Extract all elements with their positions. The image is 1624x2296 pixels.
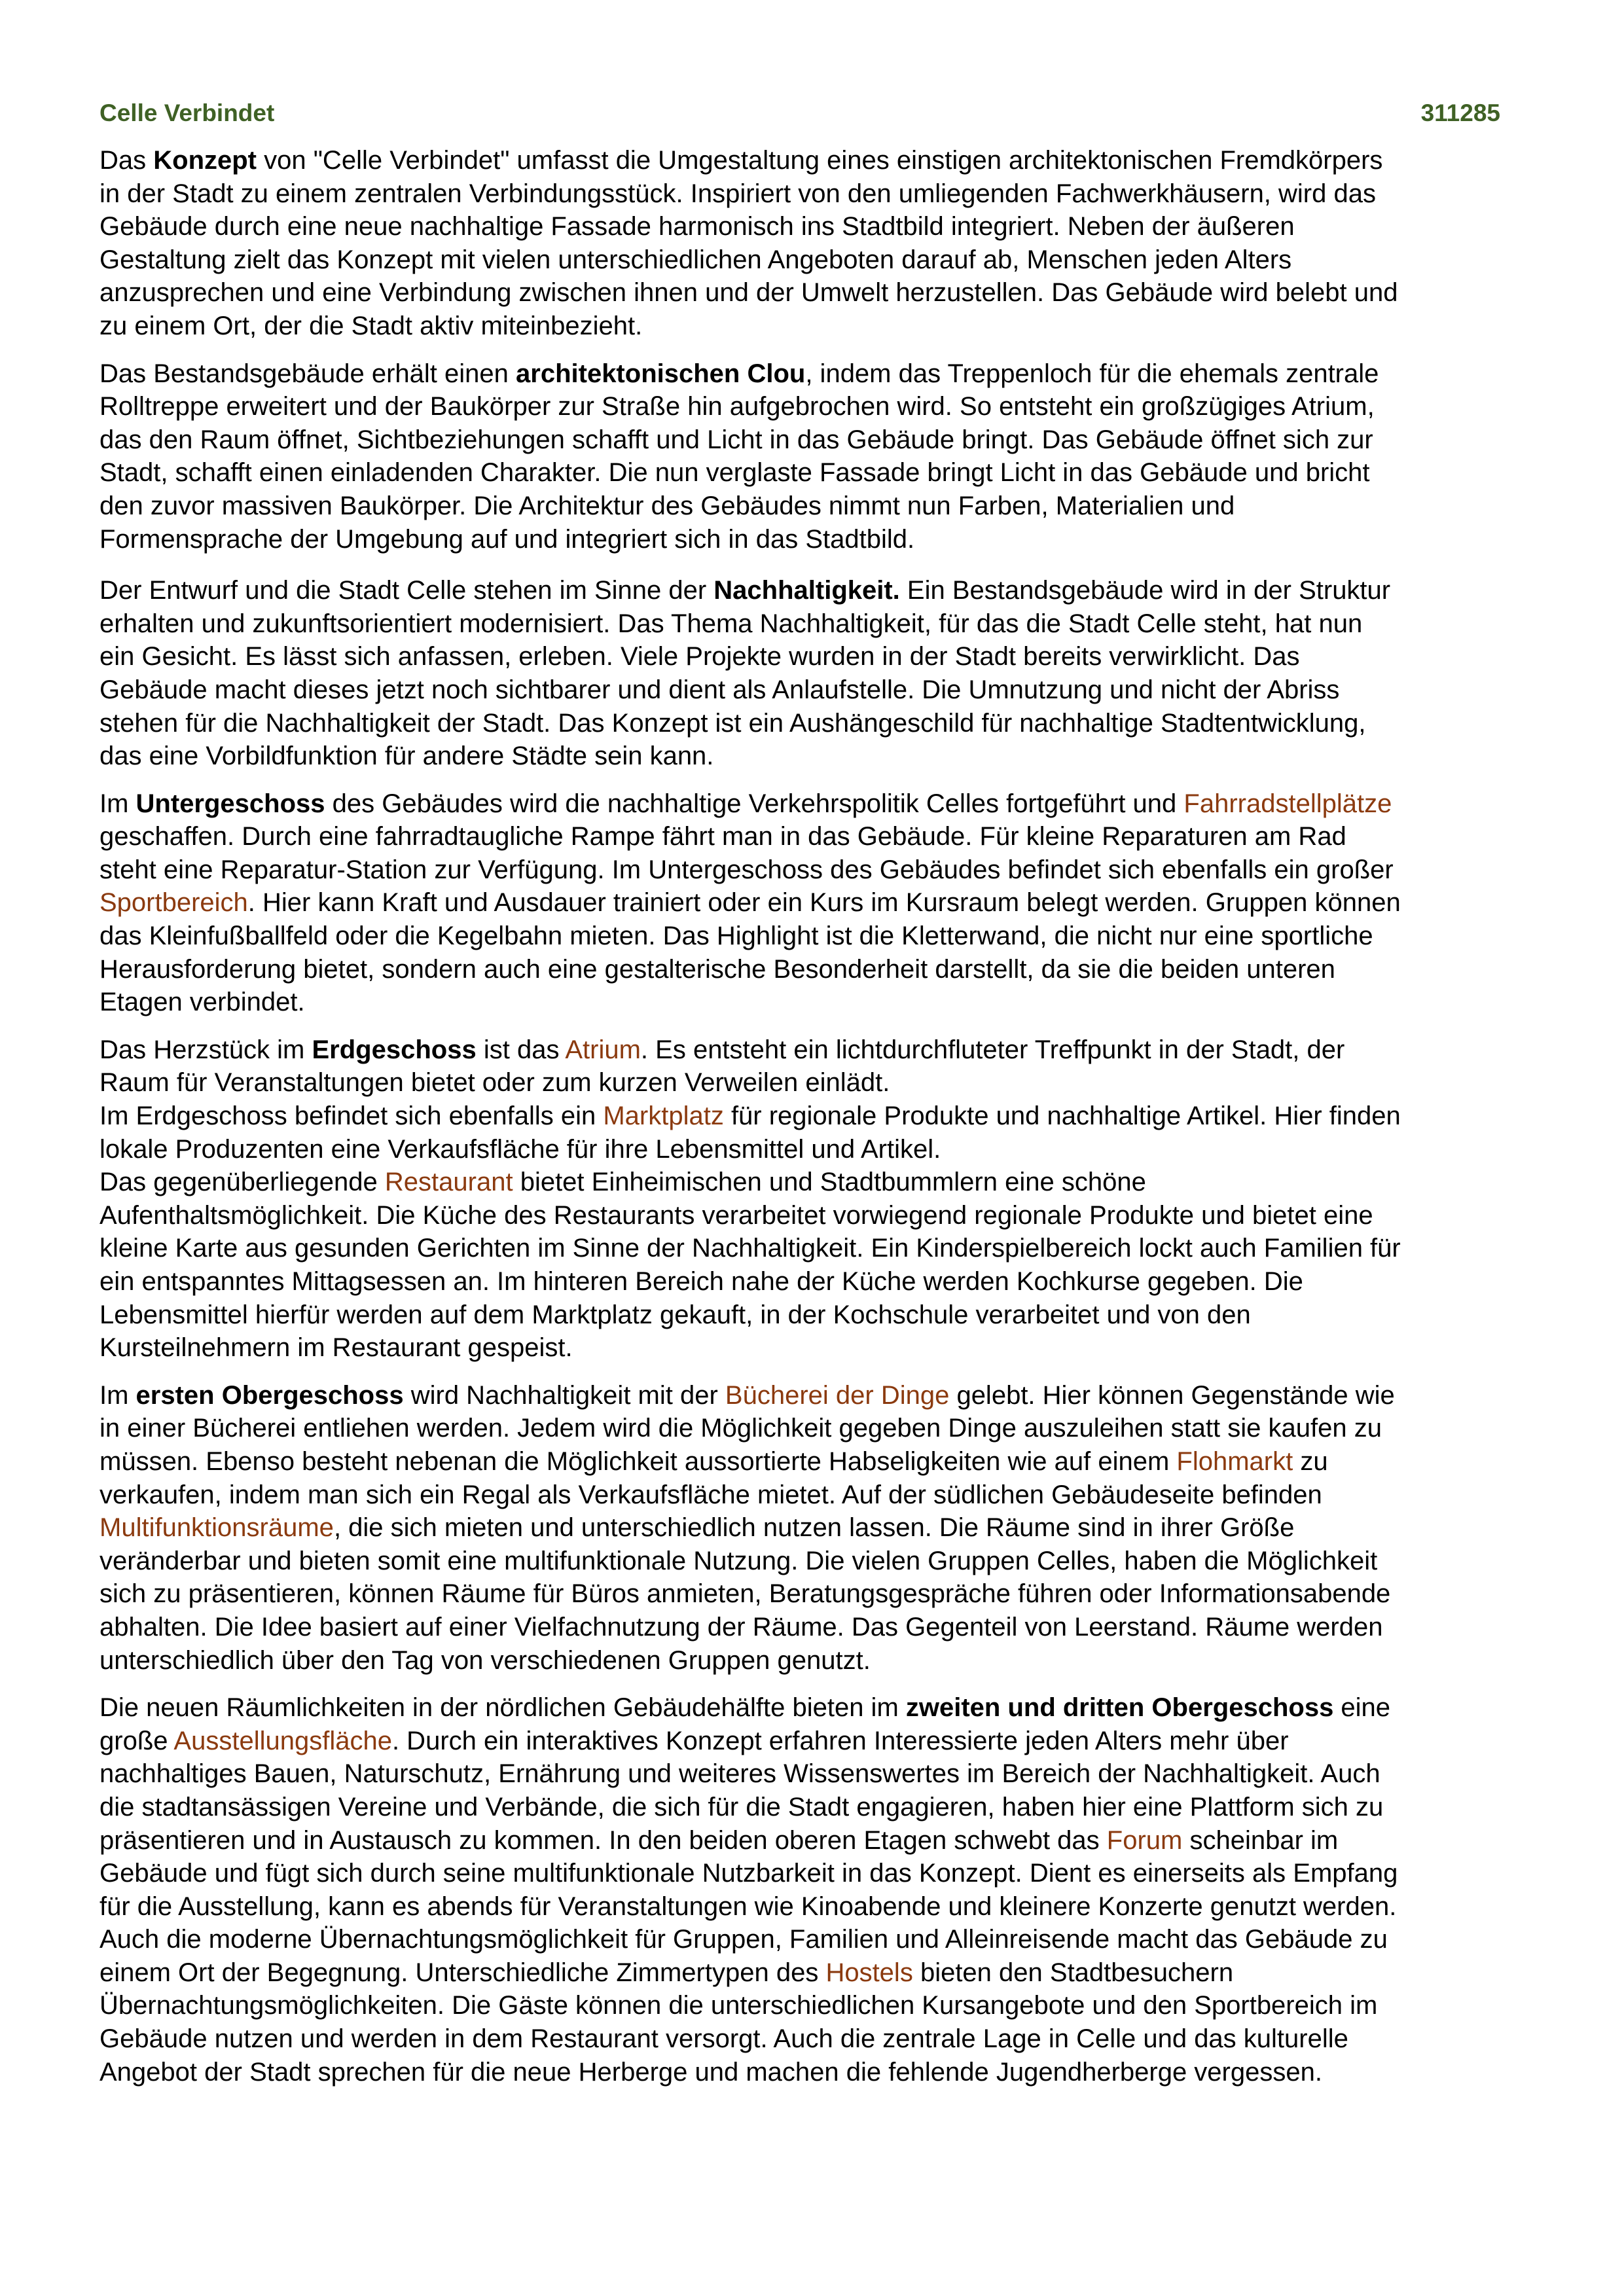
text-segment: Raum für Veranstaltungen bietet oder zum kurzen Verweilen einlädt.: [99, 1068, 890, 1098]
text-segment: verkaufen, indem man sich ein Regal als Verkaufsfläche mietet. Auf der südlichen Gebäudeseite befinden: [99, 1480, 1322, 1509]
text-line: [99, 1066, 1533, 1100]
text-line: [99, 1479, 1533, 1512]
text-segment: bieten den Stadtbesuchern: [912, 1958, 1234, 1987]
text-segment: Kursteilnehmern im Restaurant gespeist.: [99, 1333, 573, 1363]
text-segment: gelebt. Hier können Gegenstände wie: [949, 1380, 1395, 1410]
text-line: [99, 1232, 1533, 1265]
text-line: [99, 953, 1533, 986]
text-segment: für die Ausstellung, kann es abends für Veranstaltungen wie Kinoabende und kleinere Konzerte genutzt werden.: [99, 1892, 1397, 1921]
text-line: [99, 707, 1533, 740]
text-segment: Gestaltung zielt das Konzept mit vielen unterschiedlichen Angeboten darauf ab, Menschen jeden Alters: [99, 245, 1292, 274]
highlighted-term: Restaurant: [384, 1168, 513, 1197]
text-segment: Gebäude macht dieses jetzt noch sichtbarer und dient als Anlaufstelle. Die Umnutzung und nicht der Abriss: [99, 675, 1340, 704]
text-line: [99, 1611, 1533, 1644]
paragraph: [99, 1691, 1533, 2089]
text-segment: Das gegenüberliegende: [99, 1168, 385, 1197]
text-segment: Stadt, schafft einen einladenden Charakter. Die nun verglaste Fassade bringt Licht in das Gebäude und bricht: [99, 458, 1370, 488]
text-segment: das eine Vorbildfunktion für andere Städte sein kann.: [99, 742, 714, 771]
highlighted-term: Fahrradstellplätze: [1183, 789, 1392, 818]
text-line: [99, 144, 1533, 177]
text-segment: sich zu präsentieren, können Räume für Büros anmieten, Beratungsgespräche führen oder Informationsabende: [99, 1579, 1391, 1609]
text-line: [99, 886, 1533, 920]
text-line: [99, 1100, 1533, 1133]
text-line: [99, 357, 1533, 391]
bold-keyword: Erdgeschoss: [312, 1035, 477, 1064]
text-line: [99, 740, 1533, 773]
text-line: [99, 1445, 1533, 1479]
text-line: [99, 1956, 1533, 1990]
text-line: [99, 1545, 1533, 1578]
text-segment: lokale Produzenten eine Verkaufsfläche für ihre Lebensmittel und Artikel.: [99, 1134, 941, 1164]
text-line: [99, 423, 1533, 457]
text-line: [99, 1199, 1533, 1232]
text-segment: Das Bestandsgebäude erhält einen: [99, 359, 516, 388]
text-segment: Im Erdgeschoss befindet sich ebenfalls ein: [99, 1102, 604, 1131]
text-line: [99, 243, 1533, 277]
text-segment: Das Herzstück im: [99, 1035, 312, 1064]
text-segment: , indem das Treppenloch für die ehemals zentrale: [805, 359, 1379, 388]
bold-keyword: architektonischen Clou: [516, 359, 806, 388]
document-header: [99, 97, 1533, 130]
text-line: [99, 2022, 1533, 2056]
text-segment: erhalten und zukunftsorientiert modernisiert. Das Thema Nachhaltigkeit, für das die Stadt Celle steht, hat nun: [99, 609, 1363, 638]
text-line: [99, 1577, 1533, 1611]
text-line: [99, 1857, 1533, 1890]
text-segment: wird Nachhaltigkeit mit der: [403, 1380, 725, 1410]
document-number: 311285: [1420, 99, 1500, 126]
text-line: [99, 1923, 1533, 1956]
text-line: [99, 1379, 1533, 1412]
bold-keyword: ersten Obergeschoss: [135, 1380, 404, 1410]
text-line: [99, 1133, 1533, 1166]
text-segment: Gebäude durch eine neue nachhaltige Fassade harmonisch ins Stadtbild integriert. Neben der äußeren: [99, 212, 1295, 242]
text-line: [99, 986, 1533, 1019]
text-segment: ein Gesicht. Es lässt sich anfassen, erleben. Viele Projekte wurden in der Stadt bereits verwirklicht. Das: [99, 642, 1300, 672]
text-segment: stehen für die Nachhaltigkeit der Stadt. Das Konzept ist ein Aushängeschild für nachhaltige Stadtentwicklung,: [99, 708, 1366, 738]
text-line: [99, 210, 1533, 243]
text-line: [99, 456, 1533, 490]
highlighted-term: Flohmarkt: [1176, 1446, 1293, 1476]
text-segment: Übernachtungsmöglichkeiten. Die Gäste können die unterschiedlichen Kursangebote und den Sportbereich im: [99, 1991, 1378, 2020]
text-segment: Die neuen Räumlichkeiten in der nördlichen Gebäudehälfte bieten im: [99, 1693, 906, 1723]
text-segment: Ein Bestandsgebäude wird in der Struktur: [899, 576, 1391, 605]
text-line: [99, 1791, 1533, 1824]
text-segment: Lebensmittel hierfür werden auf dem Marktplatz gekauft, in der Kochschule verarbeitet und von den: [99, 1300, 1251, 1329]
text-line: [99, 787, 1533, 821]
text-segment: von "Celle Verbindet" umfasst die Umgestaltung eines einstigen architektonischen Fremdkörpers: [257, 146, 1383, 175]
text-segment: die stadtansässigen Vereine und Verbände, die sich für die Stadt engagieren, haben hier eine Plattform sich zu: [99, 1792, 1384, 1821]
text-segment: Aufenthaltsmöglichkeit. Die Küche des Restaurants verarbeitet vorwiegend regionale Produkte und bietet eine: [99, 1200, 1373, 1230]
text-segment: Das: [99, 146, 154, 175]
text-segment: . Es entsteht ein lichtdurchfluteter Treffpunkt in der Stadt, der: [640, 1035, 1345, 1064]
text-segment: Der Entwurf und die Stadt Celle stehen im Sinne der: [99, 576, 714, 605]
paragraph: [99, 357, 1533, 556]
text-segment: kleine Karte aus gesunden Gerichten im Sinne der Nachhaltigkeit. Ein Kinderspielbereich lockt auch Familien für: [99, 1234, 1401, 1263]
paragraph: [99, 144, 1533, 343]
text-line: [99, 1691, 1533, 1725]
highlighted-term: Ausstellungsfläche: [173, 1726, 392, 1755]
text-segment: einem Ort der Begegnung. Unterschiedliche Zimmertypen des: [99, 1958, 826, 1987]
text-segment: veränderbar und bieten somit eine multifunktionale Nutzung. Die vielen Gruppen Celles, haben die Möglichkeit: [99, 1546, 1378, 1575]
text-line: [99, 1757, 1533, 1791]
bold-keyword: Nachhaltigkeit.: [713, 576, 900, 605]
text-line: [99, 574, 1533, 607]
text-segment: eine: [1333, 1693, 1391, 1723]
text-line: [99, 1265, 1533, 1299]
text-segment: den zuvor massiven Baukörper. Die Architektur des Gebäudes nimmt nun Farben, Materialien und: [99, 491, 1235, 520]
text-line: [99, 1989, 1533, 2022]
text-line: [99, 523, 1533, 556]
text-line: [99, 1511, 1533, 1545]
text-line: [99, 640, 1533, 673]
text-segment: . Hier kann Kraft und Ausdauer trainiert oder ein Kurs im Kursraum belegt werden. Gruppen können: [247, 888, 1401, 918]
document-body: [99, 144, 1533, 2089]
text-segment: Etagen verbindet.: [99, 988, 305, 1017]
text-line: [99, 673, 1533, 707]
text-segment: das Kleinfußballfeld oder die Kegelbahn mieten. Das Highlight ist die Kletterwand, die nicht nur eine sportliche: [99, 922, 1373, 951]
text-line: [99, 1331, 1533, 1365]
text-line: [99, 310, 1533, 343]
text-segment: . Durch ein interaktives Konzept erfahren Interessierte jeden Alters mehr über: [391, 1726, 1289, 1755]
document-title: Celle Verbindet: [99, 99, 275, 126]
text-segment: steht eine Reparatur-Station zur Verfügung. Im Untergeschoss des Gebäudes befindet sich ebenfalls ein großer: [99, 855, 1394, 884]
text-segment: in einer Bücherei entliehen werden. Jedem wird die Möglichkeit gegeben Dinge auszuleihen statt sie kaufen zu: [99, 1414, 1382, 1443]
text-segment: scheinbar im: [1182, 1825, 1339, 1855]
text-line: [99, 1890, 1533, 1924]
text-segment: unterschiedlich über den Tag von verschiedenen Gruppen genutzt.: [99, 1645, 871, 1675]
text-line: [99, 490, 1533, 523]
text-line: [99, 1412, 1533, 1445]
text-line: [99, 1824, 1533, 1857]
paragraph: [99, 1379, 1533, 1677]
text-line: [99, 607, 1533, 641]
text-line: [99, 2056, 1533, 2089]
text-segment: Auch die moderne Übernachtungsmöglichkeit für Gruppen, Familien und Alleinreisende macht das Gebäude zu: [99, 1925, 1388, 1954]
highlighted-term: Sportbereich: [99, 888, 248, 918]
text-line: [99, 1299, 1533, 1332]
document-page: [99, 97, 1533, 2103]
paragraph: [99, 1033, 1533, 1365]
text-segment: zu einem Ort, der die Stadt aktiv miteinbezieht.: [99, 311, 643, 340]
text-line: [99, 853, 1533, 887]
text-segment: zu: [1293, 1446, 1328, 1476]
bold-keyword: zweiten und dritten Obergeschoss: [905, 1693, 1334, 1723]
text-line: [99, 820, 1533, 853]
text-segment: Gebäude nutzen und werden in dem Restaurant versorgt. Auch die zentrale Lage in Celle und das kulturelle: [99, 2024, 1348, 2054]
text-segment: Formensprache der Umgebung auf und integriert sich in das Stadtbild.: [99, 524, 915, 554]
text-segment: große: [99, 1726, 174, 1755]
highlighted-term: Marktplatz: [603, 1102, 724, 1131]
text-segment: ist das: [476, 1035, 566, 1064]
highlighted-term: Multifunktionsräume: [99, 1513, 334, 1543]
text-line: [99, 1033, 1533, 1067]
highlighted-term: Hostels: [825, 1958, 913, 1987]
text-segment: Rolltreppe erweitert und der Baukörper zur Straße hin aufgebrochen wird. So entsteht ein großzügiges Atrium,: [99, 392, 1375, 422]
paragraph: [99, 787, 1533, 1019]
text-segment: abhalten. Die Idee basiert auf einer Vielfachnutzung der Räume. Das Gegenteil von Leerstand. Räume werden: [99, 1612, 1383, 1641]
text-segment: für regionale Produkte und nachhaltige Artikel. Hier finden: [723, 1102, 1401, 1131]
text-line: [99, 1725, 1533, 1758]
text-segment: anzusprechen und eine Verbindung zwischen ihnen und der Umwelt herzustellen. Das Gebäude wird belebt und: [99, 278, 1398, 308]
bold-keyword: Konzept: [153, 146, 257, 175]
text-segment: das den Raum öffnet, Sichtbeziehungen schafft und Licht in das Gebäude bringt. Das Gebäude öffnet sich zur: [99, 425, 1373, 454]
text-segment: geschaffen. Durch eine fahrradtaugliche Rampe fährt man in das Gebäude. Für kleine Reparaturen am Rad: [99, 822, 1346, 852]
text-line: [99, 276, 1533, 310]
text-segment: ein entspanntes Mittagsessen an. Im hinteren Bereich nahe der Küche werden Kochkurse gegeben. Die: [99, 1267, 1303, 1296]
highlighted-term: Bücherei der Dinge: [725, 1380, 950, 1410]
text-line: [99, 1166, 1533, 1199]
text-segment: in der Stadt zu einem zentralen Verbindungsstück. Inspiriert von den umliegenden Fachwerkhäusern, wird das: [99, 179, 1376, 208]
text-segment: präsentieren und in Austausch zu kommen. In den beiden oberen Etagen schwebt das: [99, 1825, 1107, 1855]
text-segment: bietet Einheimischen und Stadtbummlern eine schöne: [513, 1168, 1146, 1197]
text-line: [99, 920, 1533, 953]
text-segment: müssen. Ebenso besteht nebenan die Möglichkeit aussortierte Habseligkeiten wie auf einem: [99, 1446, 1177, 1476]
text-segment: des Gebäudes wird die nachhaltige Verkehrspolitik Celles fortgeführt und: [325, 789, 1184, 818]
text-segment: Gebäude und fügt sich durch seine multifunktionale Nutzbarkeit in das Konzept. Dient es einerseits als Empfang: [99, 1859, 1398, 1888]
text-line: [99, 177, 1533, 211]
text-segment: nachhaltiges Bauen, Naturschutz, Ernährung und weiteres Wissenswertes im Bereich der Nachhaltigkeit. Auch: [99, 1759, 1380, 1789]
text-segment: Angebot der Stadt sprechen für die neue Herberge und machen die fehlende Jugendherberge vergessen.: [99, 2057, 1322, 2087]
text-segment: Im: [99, 789, 136, 818]
text-segment: , die sich mieten und unterschiedlich nutzen lassen. Die Räume sind in ihrer Größe: [333, 1513, 1295, 1543]
paragraph: [99, 574, 1533, 773]
bold-keyword: Untergeschoss: [135, 789, 325, 818]
highlighted-term: Atrium: [565, 1035, 641, 1064]
text-segment: Im: [99, 1380, 136, 1410]
text-line: [99, 1644, 1533, 1677]
text-line: [99, 390, 1533, 423]
highlighted-term: Forum: [1106, 1825, 1183, 1855]
text-segment: Herausforderung bietet, sondern auch eine gestalterische Besonderheit darstellt, da sie die beiden unteren: [99, 954, 1335, 984]
